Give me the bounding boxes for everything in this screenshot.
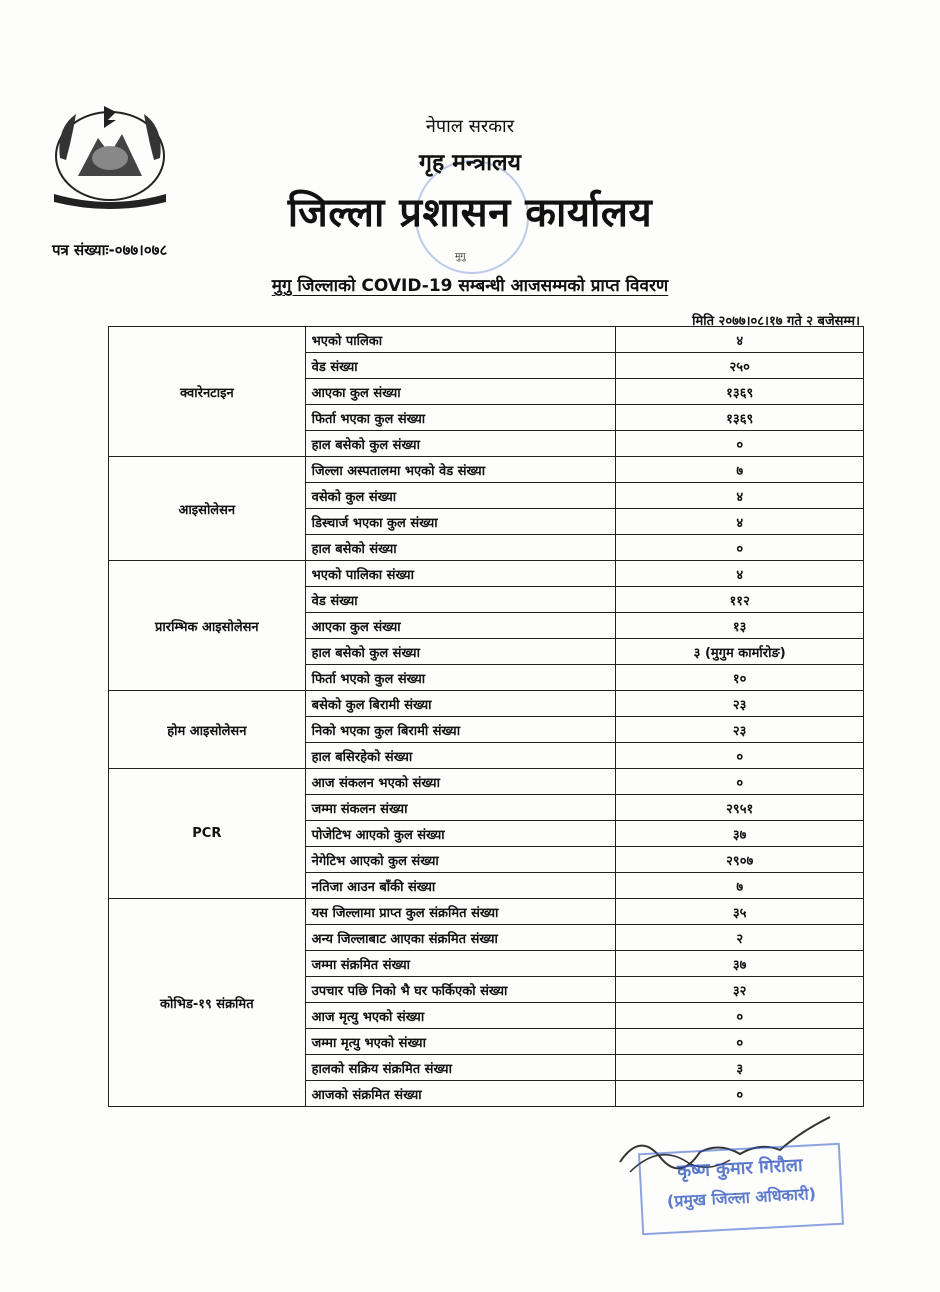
category-cell: आइसोलेसन: [109, 457, 306, 561]
value-cell: ४: [616, 561, 864, 587]
label-cell: पोजेटिभ आएको कुल संख्या: [305, 821, 616, 847]
value-cell: ०: [616, 769, 864, 795]
table-row: [109, 457, 864, 483]
label-cell: वेड संख्या: [305, 587, 616, 613]
signature-stamp: [638, 1143, 844, 1235]
category-cell: कोभिड-१९ संक्रमित: [109, 899, 306, 1107]
label-cell: आजको संक्रमित संख्या: [305, 1081, 616, 1107]
value-cell: ७: [616, 873, 864, 899]
value-cell: २९५१: [616, 795, 864, 821]
label-cell: डिस्चार्ज भएका कुल संख्या: [305, 509, 616, 535]
label-cell: नेगेटिभ आएको कुल संख्या: [305, 847, 616, 873]
ministry-name: गृह मन्त्रालय: [419, 150, 521, 176]
label-cell: नतिजा आउन बाँकी संख्या: [305, 873, 616, 899]
value-cell: २३: [616, 691, 864, 717]
label-cell: हाल बसेको संख्या: [305, 535, 616, 561]
signatory-name: कृष्ण कुमार गिरौला: [676, 1154, 804, 1183]
value-cell: ११२: [616, 587, 864, 613]
label-cell: वेड संख्या: [305, 353, 616, 379]
value-cell: १३६९: [616, 379, 864, 405]
label-cell: जम्मा संक्रमित संख्या: [305, 951, 616, 977]
label-cell: आएका कुल संख्या: [305, 613, 616, 639]
label-cell: फिर्ता भएको कुल संख्या: [305, 665, 616, 691]
label-cell: जम्मा संकलन संख्या: [305, 795, 616, 821]
category-cell: प्रारम्भिक आइसोलेसन: [109, 561, 306, 691]
value-cell: १३: [616, 613, 864, 639]
value-cell: २५०: [616, 353, 864, 379]
label-cell: अन्य जिल्लाबाट आएका संक्रमित संख्या: [305, 925, 616, 951]
value-cell: ३५: [616, 899, 864, 925]
value-cell: ०: [616, 1081, 864, 1107]
value-cell: ३: [616, 1055, 864, 1081]
value-cell: ७: [616, 457, 864, 483]
label-cell: निको भएका कुल बिरामी संख्या: [305, 717, 616, 743]
value-cell: ०: [616, 535, 864, 561]
government-name: नेपाल सरकार: [425, 116, 515, 137]
label-cell: हाल बसेको कुल संख्या: [305, 639, 616, 665]
table-row: [109, 691, 864, 717]
value-cell: १३६९: [616, 405, 864, 431]
report-date: मिति २०७७।०८।१७ गते २ बजेसम्म।: [692, 314, 860, 329]
value-cell: ०: [616, 431, 864, 457]
value-cell: २९०७: [616, 847, 864, 873]
value-cell: १०: [616, 665, 864, 691]
label-cell: यस जिल्लामा प्राप्त कुल संक्रमित संख्या: [305, 899, 616, 925]
category-cell: क्वारेनटाइन: [109, 327, 306, 457]
value-cell: ३२: [616, 977, 864, 1003]
value-cell: ०: [616, 1029, 864, 1055]
value-cell: ४: [616, 327, 864, 353]
label-cell: भएको पालिका: [305, 327, 616, 353]
label-cell: आएका कुल संख्या: [305, 379, 616, 405]
label-cell: जम्मा मृत्यु भएको संख्या: [305, 1029, 616, 1055]
label-cell: वसेको कुल संख्या: [305, 483, 616, 509]
category-cell: PCR: [109, 769, 306, 899]
label-cell: जिल्ला अस्पतालमा भएको वेड संख्या: [305, 457, 616, 483]
district-mark: मुगु: [455, 252, 466, 262]
table-row: [109, 769, 864, 795]
value-cell: ०: [616, 743, 864, 769]
signatory-title: (प्रमुख जिल्ला अधिकारी): [666, 1184, 817, 1211]
label-cell: फिर्ता भएका कुल संख्या: [305, 405, 616, 431]
table-row: [109, 327, 864, 353]
value-cell: ३७: [616, 821, 864, 847]
office-name: जिल्ला प्रशासन कार्यालय: [287, 190, 653, 236]
heading-text: मुगु जिल्लाको COVID-19 सम्बन्धी आजसम्मको प्राप्त विवरण: [271, 276, 669, 296]
label-cell: हाल बसिरहेको संख्या: [305, 743, 616, 769]
document-heading: [0, 273, 940, 296]
label-cell: आज मृत्यु भएको संख्या: [305, 1003, 616, 1029]
value-cell: ३ (मुगुम कार्मारोङ): [616, 639, 864, 665]
label-cell: उपचार पछि निको भै घर फर्किएको संख्या: [305, 977, 616, 1003]
label-cell: आज संकलन भएको संख्या: [305, 769, 616, 795]
label-cell: हालको सक्रिय संक्रमित संख्या: [305, 1055, 616, 1081]
label-cell: भएको पालिका संख्या: [305, 561, 616, 587]
value-cell: २३: [616, 717, 864, 743]
value-cell: ३७: [616, 951, 864, 977]
label-cell: हाल बसेको कुल संख्या: [305, 431, 616, 457]
value-cell: ०: [616, 1003, 864, 1029]
label-cell: बसेको कुल बिरामी संख्या: [305, 691, 616, 717]
value-cell: ४: [616, 509, 864, 535]
value-cell: ४: [616, 483, 864, 509]
category-cell: होम आइसोलेसन: [109, 691, 306, 769]
table-row: [109, 899, 864, 925]
value-cell: २: [616, 925, 864, 951]
reference-number: पत्र संख्याः-०७७।०७८: [52, 241, 168, 259]
table-row: [109, 561, 864, 587]
covid-data-table: [108, 326, 864, 1107]
